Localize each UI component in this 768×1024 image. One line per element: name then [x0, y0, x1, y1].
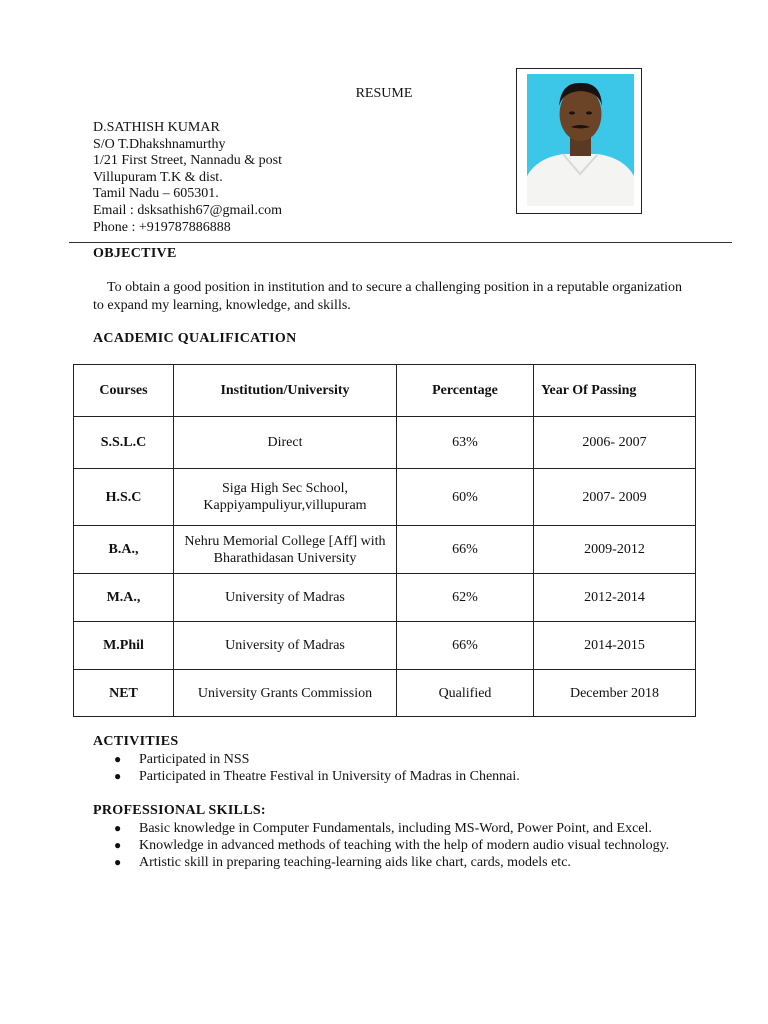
institution-cell: Siga High Sec School, Kappiyampuliyur,villupuram	[174, 469, 397, 526]
photo-portrait-image	[527, 74, 634, 206]
year-cell: December 2018	[534, 670, 696, 717]
institution-cell: University of Madras	[174, 622, 397, 670]
column-header-year: Year Of Passing	[534, 365, 696, 417]
course-cell: M.A.,	[74, 574, 174, 622]
year-cell: 2009-2012	[534, 526, 696, 574]
activity-text: Participated in Theatre Festival in University of Madras in Chennai.	[139, 769, 520, 784]
skill-text: Basic knowledge in Computer Fundamentals, including MS-Word, Power Point, and Excel.	[139, 821, 652, 836]
institution-cell: University Grants Commission	[174, 670, 397, 717]
course-cell: M.Phil	[74, 622, 174, 670]
objective-text	[93, 279, 683, 314]
academic-heading: ACADEMIC QUALIFICATION	[93, 331, 297, 346]
skill-text: Knowledge in advanced methods of teaching with the help of modern audio visual technology.	[139, 838, 670, 853]
address-line-street: 1/21 First Street, Nannadu & post	[93, 153, 282, 169]
column-header-percentage: Percentage	[397, 365, 534, 417]
address-line-district: Villupuram T.K & dist.	[93, 169, 223, 185]
activities-heading: ACTIVITIES	[93, 734, 179, 749]
year-cell: 2007- 2009	[534, 469, 696, 526]
resume-title: RESUME	[355, 86, 413, 101]
candidate-name: D.SATHISH KUMAR	[93, 120, 220, 135]
percentage-cell: 63%	[397, 417, 534, 469]
course-cell: B.A.,	[74, 526, 174, 574]
academic-table	[73, 364, 696, 717]
contact-block	[93, 120, 282, 236]
percentage-cell: 60%	[397, 469, 534, 526]
activity-text: Participated in NSS	[139, 752, 250, 767]
institution-cell: Direct	[174, 417, 397, 469]
year-cell: 2006- 2007	[534, 417, 696, 469]
list-item	[93, 854, 693, 871]
bullet-icon: ●	[114, 838, 122, 852]
year-cell: 2014-2015	[534, 622, 696, 670]
year-cell: 2012-2014	[534, 574, 696, 622]
table-row	[74, 526, 696, 574]
list-item	[93, 751, 693, 768]
bullet-icon: ●	[114, 769, 122, 783]
table-row	[74, 469, 696, 526]
objective-heading: OBJECTIVE	[93, 246, 177, 261]
profile-photo	[516, 68, 642, 214]
institution-cell: University of Madras	[174, 574, 397, 622]
professional-skills-list	[93, 820, 693, 871]
bullet-icon: ●	[114, 752, 122, 766]
bullet-icon: ●	[114, 821, 122, 835]
column-header-courses: Courses	[74, 365, 174, 417]
objective-body: To obtain a good position in institution and to secure a challenging position in a reputable organization to expand my learning, knowledge, and skills.	[93, 280, 682, 313]
table-row	[74, 622, 696, 670]
skill-text: Artistic skill in preparing teaching-learning aids like chart, cards, models etc.	[139, 855, 571, 870]
table-row	[74, 574, 696, 622]
professional-skills-heading: PROFESSIONAL SKILLS:	[93, 803, 266, 818]
phone-line: Phone : +919787886888	[93, 219, 231, 235]
list-item	[93, 820, 693, 837]
email-line: Email : dsksathish67@gmail.com	[93, 202, 283, 218]
header-divider	[69, 242, 732, 243]
institution-cell: Nehru Memorial College [Aff] with Bharathidasan University	[174, 526, 397, 574]
list-item	[93, 837, 693, 854]
table-row	[74, 417, 696, 469]
table-header-row	[74, 365, 696, 417]
column-header-institution: Institution/University	[174, 365, 397, 417]
course-cell: H.S.C	[74, 469, 174, 526]
bullet-icon: ●	[114, 855, 122, 869]
percentage-cell: 66%	[397, 526, 534, 574]
list-item	[93, 768, 693, 785]
table-row	[74, 670, 696, 717]
parent-name: S/O T.Dhakshnamurthy	[93, 136, 226, 152]
percentage-cell: Qualified	[397, 670, 534, 717]
address-line-state: Tamil Nadu – 605301.	[93, 186, 219, 202]
percentage-cell: 66%	[397, 622, 534, 670]
activities-list	[93, 751, 693, 785]
course-cell: S.S.L.C	[74, 417, 174, 469]
percentage-cell: 62%	[397, 574, 534, 622]
course-cell: NET	[74, 670, 174, 717]
